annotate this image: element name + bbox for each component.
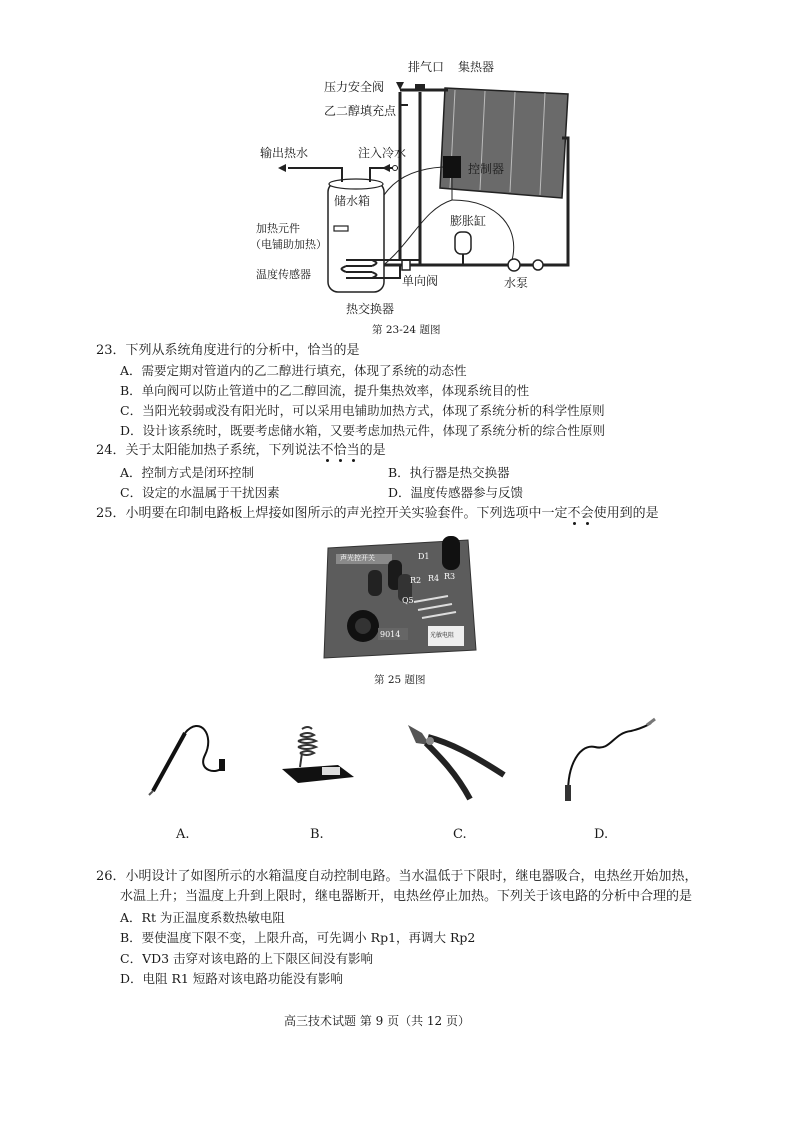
q24-stem-text: 24．关于太阳能加热子系统，下列说法 (96, 443, 321, 458)
check-valve-icon (402, 260, 410, 270)
label-pressure-valve: 压力安全阀 (324, 80, 385, 94)
solar-collector-panel (440, 88, 568, 198)
q26-option-c: C．VD3 击穿对该电路的上下限区间没有影响 (120, 951, 374, 966)
q23-option-c: C．当阳光较弱或没有阳光时，可以采用电铺助加热方式，体现了系统分析的科学性原则 (120, 403, 605, 418)
pcb-label-q5: Q5 (402, 596, 414, 605)
controller-box (443, 156, 461, 178)
cold-water-in-arrow (382, 164, 390, 172)
label-pump: 水泵 (504, 276, 529, 290)
diagonal-pliers-image (400, 713, 510, 803)
q25-emphasis: 不 (567, 506, 581, 521)
q25-stem-text: 25．小明要在印制电路板上焊接如图所示的声光控开关实验套件。下列选项中一定 (96, 506, 568, 521)
label-hot-out: 输出热水 (260, 146, 309, 160)
q24-emphasis: 恰 (333, 443, 347, 458)
pcb-label-ldr: 光敏电阻 (430, 632, 455, 639)
page-footer: 高三技术试题 第 9 页（共 12 页） (284, 1014, 470, 1028)
test-lead-wire-image (555, 713, 655, 803)
pump-icon (508, 259, 520, 271)
q24-option-a: A．控制方式是闭环控制 (120, 465, 255, 480)
q24-option-c: C．设定的水温属于干扰因素 (120, 485, 280, 500)
choice-b: B. (310, 827, 324, 842)
label-collector: 集热器 (458, 60, 495, 74)
pcb-label-9014: 9014 (380, 630, 401, 639)
q25-stem-tail: 使用到的是 (593, 506, 659, 521)
label-check-valve: 单向阀 (402, 274, 439, 288)
label-cold-in: 注入冷水 (358, 146, 407, 160)
q24-option-b: B．执行器是热交换器 (388, 465, 510, 480)
label-glycol-fill: 乙二醇填充点 (324, 104, 397, 118)
solar-system-figure (250, 60, 590, 320)
q24-emphasis: 不 (320, 443, 334, 458)
q23-option-d: D．设计该系统时，既要考虑储水箱，又要考虑加热元件，体现了系统分析的综合性原则 (120, 423, 606, 438)
label-heat-exchanger: 热交换器 (346, 302, 395, 316)
q26-option-b: B．要使温度下限不变，上限升高，可先调小 Rp1，再调大 Rp2 (120, 930, 476, 945)
choice-a: A. (176, 827, 190, 842)
pcb-photo (318, 530, 478, 664)
label-temp-sensor: 温度传感器 (256, 268, 311, 281)
hot-water-out-arrow (278, 164, 286, 172)
heater-element (334, 226, 348, 231)
q23-stem: 23．下列从系统角度进行的分析中，恰当的是 (96, 343, 360, 358)
choice-c: C. (453, 827, 467, 842)
pcb-label-title: 声光控开关 (340, 554, 375, 562)
q24-stem (96, 442, 386, 460)
pcb-label-r4: R4 (428, 574, 440, 583)
q24-stem-tail: 的是 (359, 443, 386, 458)
soldering-iron-image (145, 715, 225, 795)
pcb-label-d1: D1 (418, 552, 430, 561)
pcb-label-r3: R3 (444, 572, 456, 581)
soldering-stand-image (278, 713, 358, 793)
label-tank: 储水箱 (334, 194, 371, 208)
figure1-caption: 第 23-24 题图 (372, 324, 441, 336)
q26-stem-line1: 26．小明设计了如图所示的水箱温度自动控制电路。当水温低于下限时，继电器吸合，电热丝开始加热， (96, 869, 698, 884)
q25-emphasis: 会 (580, 506, 594, 521)
expansion-tank (455, 232, 471, 254)
q24-emphasis: 当 (346, 443, 360, 458)
q23-option-a: A．需要定期对管道内的乙二醇进行填充，体现了系统的动态性 (120, 363, 467, 378)
choice-d: D. (594, 827, 609, 842)
q26-option-d: D．电阻 R1 短路对该电路功能没有影响 (120, 971, 343, 986)
label-expansion: 膨胀缸 (450, 214, 487, 228)
label-heater-2: （电铺助加热） (250, 238, 327, 251)
label-heater-1: 加热元件 (256, 222, 300, 235)
label-controller: 控制器 (468, 162, 505, 176)
q24-option-d: D．温度传感器参与反馈 (388, 485, 524, 500)
q25-stem (96, 505, 659, 523)
q26-option-a: A．Rt 为正温度系数热敏电阻 (120, 910, 285, 925)
pcb-label-r2: R2 (410, 576, 422, 585)
label-exhaust: 排气口 (408, 60, 445, 74)
q26-stem-line2: 水温上升；当温度上升到上限时，继电器断开，电热丝停止加热。下列关于该电路的分析中合理的是 (120, 889, 693, 904)
q23-option-b: B．单向阀可以防止管道中的乙二醇回流，提升集热效率，体现系统目的性 (120, 383, 530, 398)
exhaust-vent-icon (415, 84, 425, 91)
figure25-caption: 第 25 题图 (374, 674, 426, 686)
